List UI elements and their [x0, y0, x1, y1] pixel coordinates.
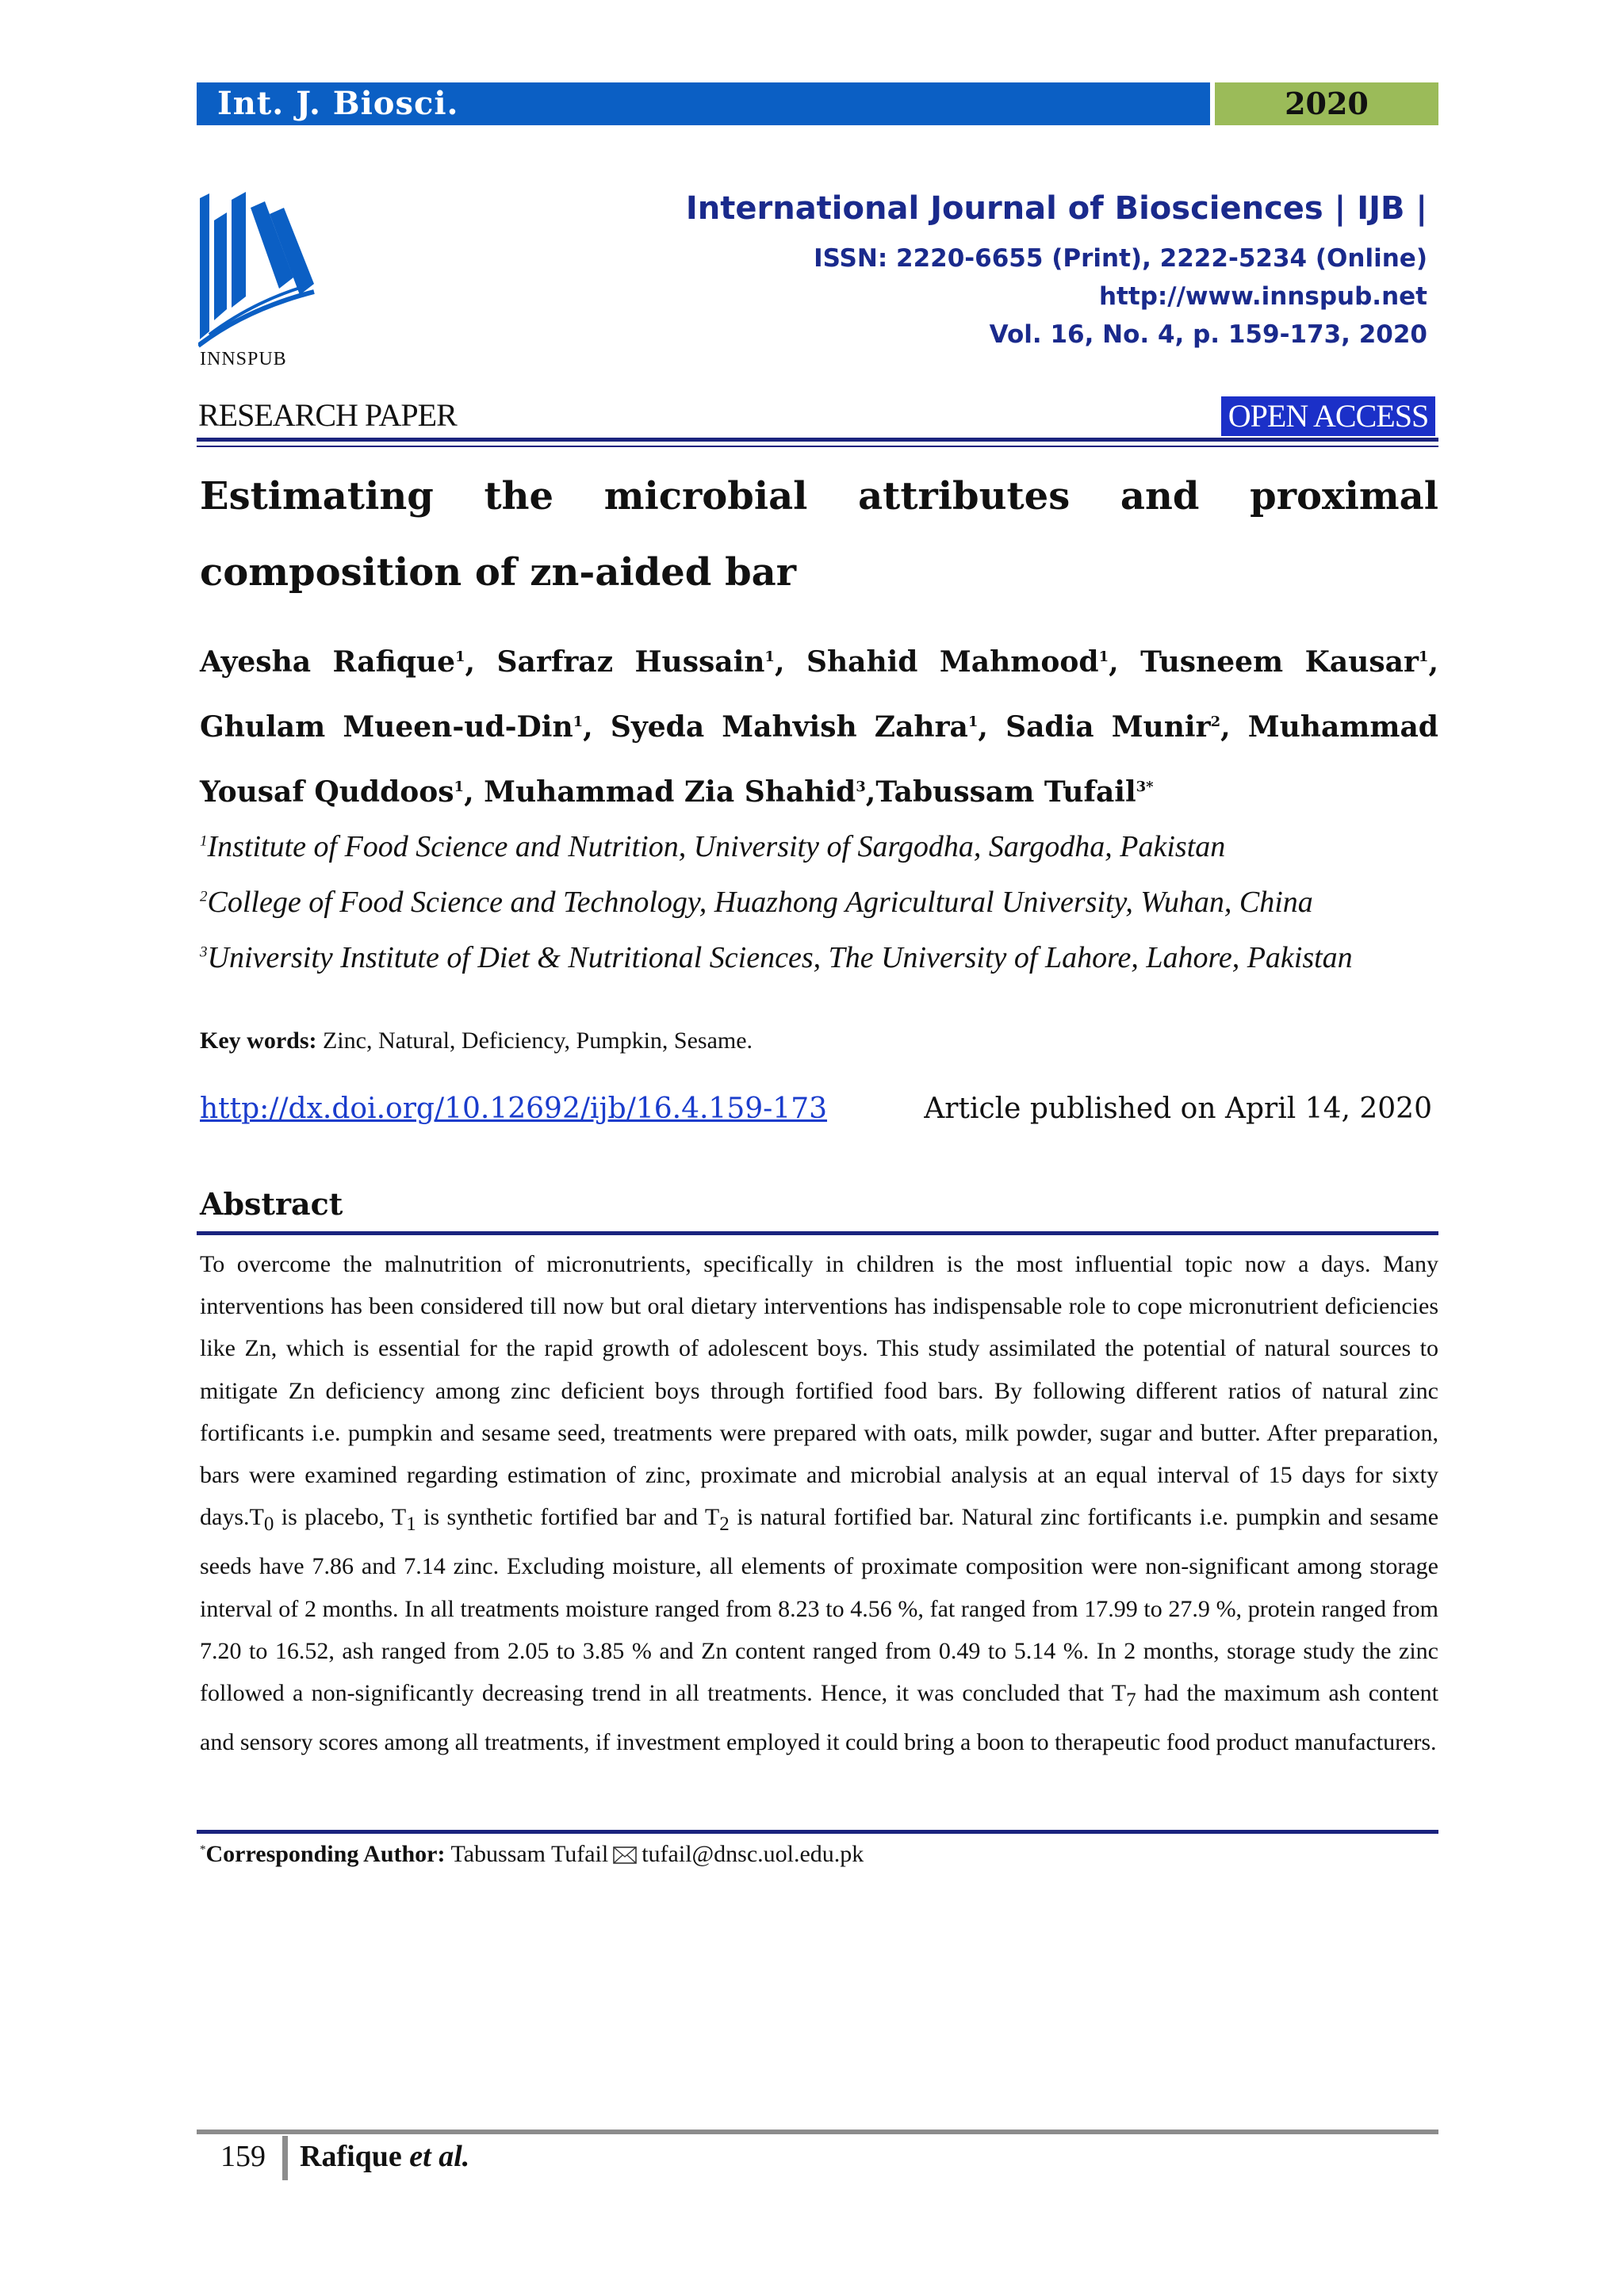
innspub-logo-icon — [198, 190, 317, 349]
author-list: Ayesha Rafique$^1$, Sarfraz Hussain$^1$, Shahid Mahmood$^1$, Tusneem Kausar$^1$, Ghulam Mueen-ud-Din$^1$, Syeda Mahvish Zahra$^1$, Sadia Munir$^2$, Muhammad Yousaf Quddoos$^1$, Muhammad Zia Shahid$^3$,Tabussam Tufail$^{3*}$ — [200, 645, 1438, 809]
header-rule-thin — [197, 446, 1438, 447]
page-number: 159 — [220, 2140, 266, 2173]
abstract-text: To overcome the malnutrition of micronutrients, specifically in children is the most influential topic now a days. Many interventions has been considered till now but oral dietary interventions has indispensable role to cope micronutrient deficiencies like Zn, which is essential for the rapid growth of adolescent boys. This study assimilated the potential of natural sources to mitigate Zn deficiency among zinc deficient boys through fortified food bars. By following different ratios of natural zinc fortificants i.e. pumpkin and sesame seed, treatments were prepared with oats, milk powder, sugar and butter. After preparation, bars were examined regarding estimation of zinc, proximate and microbial analysis at an equal interval of 15 days for sixty $days.T_0$ is placebo, $T_1$ is synthetic fortified bar and $T_2$ is natural fortified bar. Natural zinc fortificants i.e. pumpkin and sesame seeds have 7.86 and 7.14 zinc. Excluding moisture, all elements of proximate composition were non-significant among storage interval of 2 months. In all treatments moisture ranged from 8.23 to 4.56 %, fat ranged from 17.99 to 27.9 %, protein ranged from 7.20 to 16.52, ash ranged from 2.05 to 3.85 % and Zn content ranged from 0.49 to 5.14 %. In 2 months, storage study the zinc followed a non-significantly decreasing trend in all treatments. Hence, it was concluded that $T_7$ had the maximum ash content and sensory scores among all treatments, if investment employed it could bring a boon to therapeutic food product manufacturers. — [200, 1251, 1439, 1756]
journal-volume: Vol. 16, No. 4, p. 159-173, 2020 — [989, 320, 1427, 349]
author-affiliation-mark: 1 — [764, 649, 775, 665]
author-name: Shahid Mahmood — [806, 645, 1099, 679]
journal-issn: ISSN: 2220-6655 (Print), 2222-5234 (Online) — [814, 244, 1427, 273]
author-name: Ghulam Mueen-ud-Din — [200, 710, 573, 744]
keywords-label: Key words: — [200, 1027, 317, 1054]
paper-type-label: RESEARCH PAPER — [198, 397, 457, 433]
footer-divider — [282, 2136, 288, 2180]
author-affiliation-mark: 3 — [856, 779, 866, 795]
doi-link[interactable]: http://dx.doi.org/10.12692/ijb/16.4.159-173 — [200, 1093, 828, 1125]
header-rule — [197, 438, 1438, 442]
affiliation-3: $^3$University Institute of Diet & Nutritional Sciences, The University of Lahore, Lahore, Pakistan — [200, 941, 1353, 974]
abstract-heading: Abstract — [200, 1186, 343, 1222]
running-head: Rafique et al. — [300, 2140, 470, 2173]
author-affiliation-mark: 2 — [1210, 714, 1221, 730]
open-access-badge: OPEN ACCESS — [1221, 396, 1435, 436]
logo-text: INNSPUB — [200, 349, 287, 369]
journal-abbrev-banner: Int. J. Biosci. — [197, 82, 1210, 125]
corresponding-author: *Corresponding Author: Tabussam Tufail tufail@dnsc.uol.edu.pk — [200, 1841, 864, 1871]
year-banner: 2020 — [1215, 82, 1438, 125]
keywords — [200, 1027, 753, 1054]
publication-date: Article published on April 14, 2020 — [924, 1093, 1432, 1125]
author-name: Sarfraz Hussain — [496, 645, 765, 679]
author-name: Tabussam Tufail — [875, 775, 1136, 809]
abstract-rule-top — [197, 1231, 1438, 1235]
abstract-rule-bottom — [197, 1830, 1438, 1834]
affiliation-1: $^1$Institute of Food Science and Nutrition, University of Sargodha, Sargodha, Pakistan — [200, 830, 1226, 863]
journal-url-link[interactable]: http://www.innspub.net — [1098, 282, 1427, 311]
corresponding-email[interactable]: tufail@dnsc.uol.edu.pk — [642, 1841, 864, 1867]
author-name: Muhammad Zia Shahid — [484, 775, 856, 809]
author-affiliation-mark: 1 — [1418, 649, 1429, 665]
journal-title: International Journal of Biosciences | IJB | — [685, 190, 1427, 227]
paper-title: Estimating the microbial attributes and proximal composition of zn-aided bar — [200, 474, 1438, 595]
footer-rule — [197, 2130, 1438, 2134]
affiliation-2: $^2$College of Food Science and Technology, Huazhong Agricultural University, Wuhan, China — [200, 886, 1313, 919]
author-affiliation-mark: 1 — [1098, 649, 1109, 665]
author-name: Syeda Mahvish Zahra — [610, 710, 968, 744]
author-affiliation-mark: 1 — [967, 714, 979, 730]
author-affiliation-mark: 1 — [455, 649, 465, 665]
author-name: Ayesha Rafique — [200, 645, 456, 679]
author-affiliation-mark: 1 — [454, 779, 465, 795]
author-name: Tusneem Kausar — [1140, 645, 1419, 679]
author-name: Muhammad Yousaf Quddoos — [200, 710, 1438, 809]
author-affiliation-mark: 1 — [573, 714, 584, 730]
corresponding-author-name: Tabussam Tufail — [450, 1841, 609, 1867]
mail-icon — [613, 1844, 637, 1871]
keywords-text: Zinc, Natural, Deficiency, Pumpkin, Sesame. — [322, 1027, 753, 1054]
author-affiliation-mark: 3* — [1136, 779, 1154, 795]
author-name: Sadia Munir — [1005, 710, 1211, 744]
